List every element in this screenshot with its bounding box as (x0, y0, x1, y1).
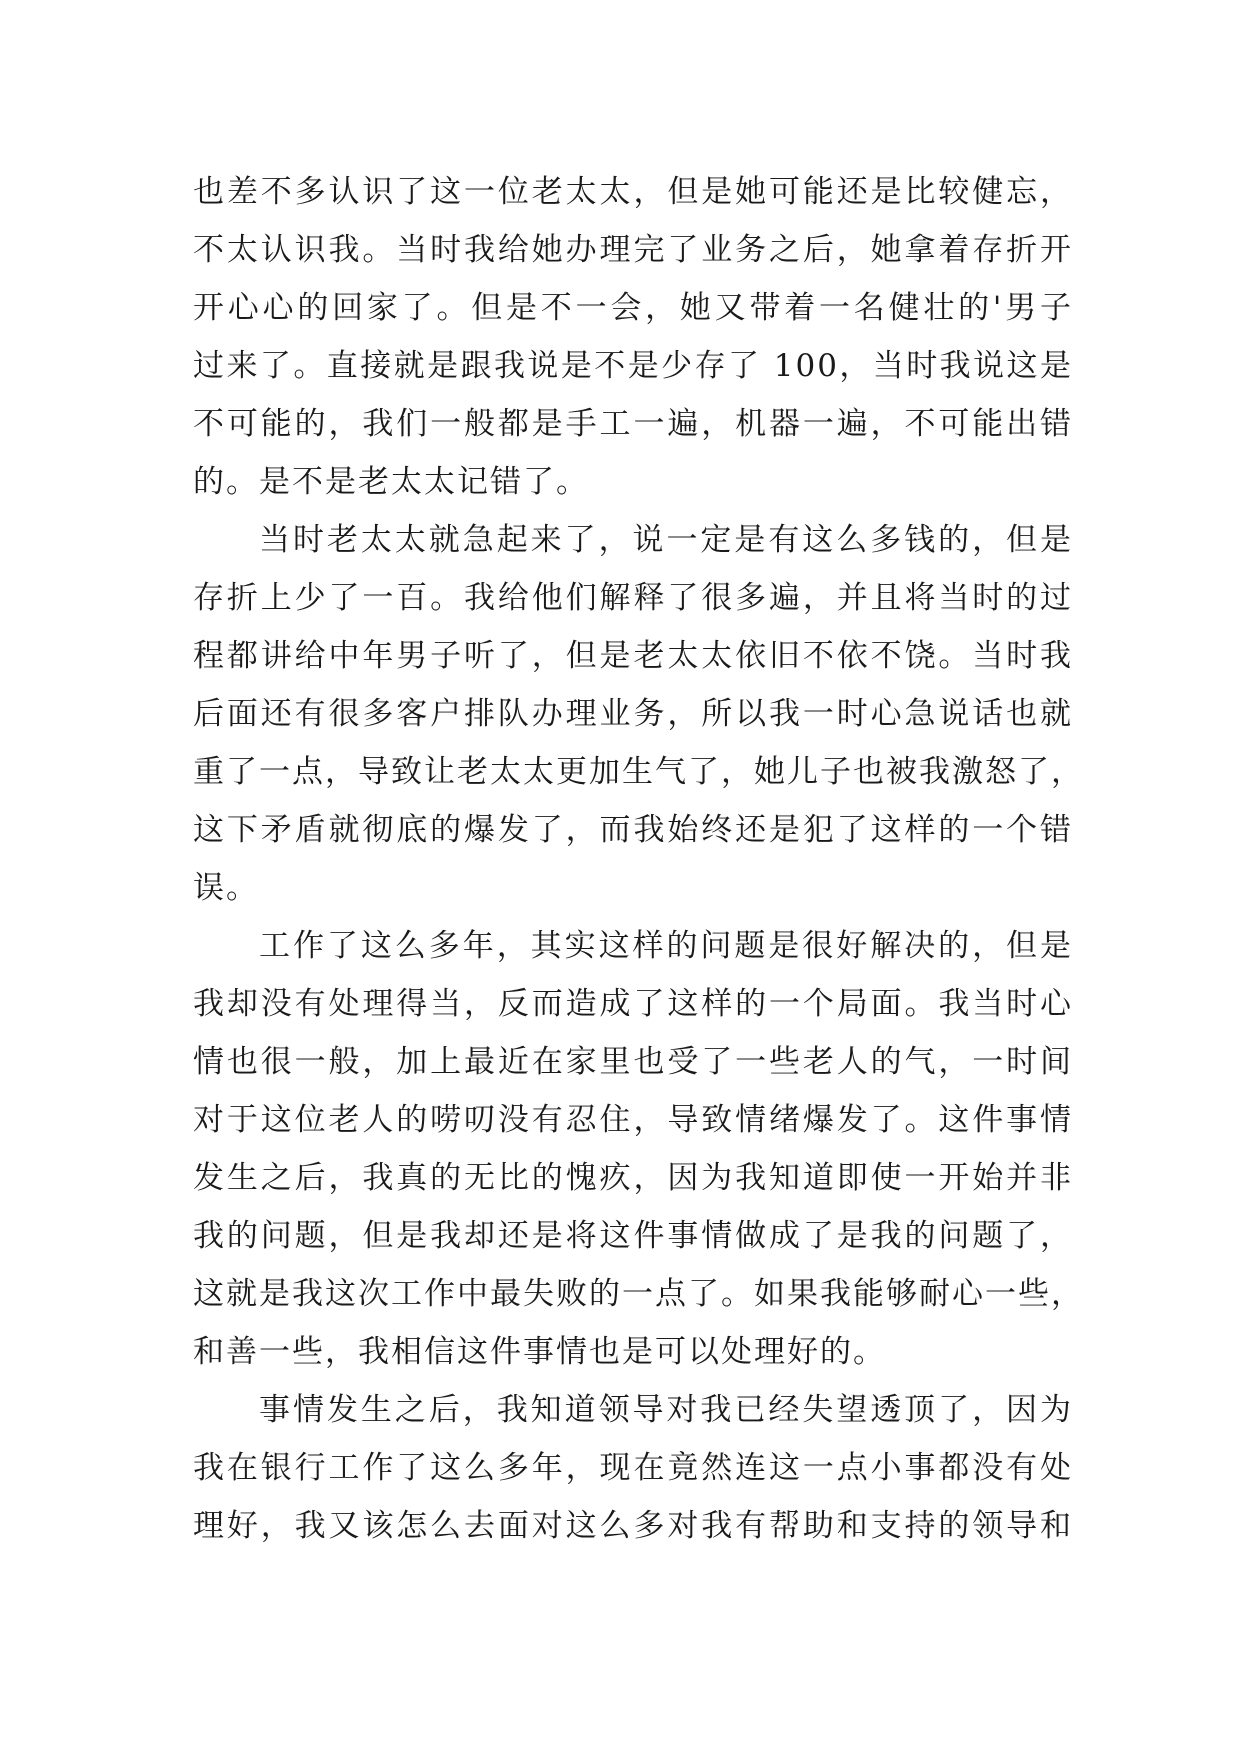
text-line: 这下矛盾就彻底的爆发了，而我始终还是犯了这样的一个错 (193, 812, 1073, 848)
text-line: 不可能的，我们一般都是手工一遍，机器一遍，不可能出错 (193, 406, 1073, 442)
text-line: 理好，我又该怎么去面对这么多对我有帮助和支持的领导和 (193, 1508, 1073, 1544)
text-line: 的。是不是老太太记错了。 (193, 464, 589, 500)
text-line: 我在银行工作了这么多年，现在竟然连这一点小事都没有处 (193, 1450, 1073, 1486)
text-line: 过来了。直接就是跟我说是不是少存了 100，当时我说这是 (193, 348, 1073, 384)
text-line: 对于这位老人的唠叨没有忍住，导致情绪爆发了。这件事情 (193, 1102, 1073, 1138)
text-line: 发生之后，我真的无比的愧疚，因为我知道即使一开始并非 (193, 1160, 1073, 1196)
paragraph-first-line: 当时老太太就急起来了，说一定是有这么多钱的，但是 (259, 522, 1073, 558)
text-line: 重了一点，导致让老太太更加生气了，她儿子也被我激怒了， (193, 754, 1084, 790)
text-line: 我的问题，但是我却还是将这件事情做成了是我的问题了， (193, 1218, 1073, 1254)
text-line: 不太认识我。当时我给她办理完了业务之后，她拿着存折开 (193, 232, 1073, 268)
body-text (193, 163, 1084, 1555)
text-line: 我却没有处理得当，反而造成了这样的一个局面。我当时心 (193, 986, 1073, 1022)
text-line: 后面还有很多客户排队办理业务，所以我一时心急说话也就 (193, 696, 1073, 732)
text-line: 误。 (193, 870, 259, 906)
text-line: 开心心的回家了。但是不一会，她又带着一名健壮的'男子 (193, 290, 1073, 326)
text-line: 这就是我这次工作中最失败的一点了。如果我能够耐心一些， (193, 1276, 1084, 1312)
text-line: 程都讲给中年男子听了，但是老太太依旧不依不饶。当时我 (193, 638, 1073, 674)
text-line: 也差不多认识了这一位老太太，但是她可能还是比较健忘， (193, 174, 1073, 210)
text-line: 和善一些，我相信这件事情也是可以处理好的。 (193, 1334, 886, 1370)
text-line: 存折上少了一百。我给他们解释了很多遍，并且将当时的过 (193, 580, 1073, 616)
paragraph-first-line: 事情发生之后，我知道领导对我已经失望透顶了，因为 (259, 1392, 1073, 1428)
paragraph-first-line: 工作了这么多年，其实这样的问题是很好解决的，但是 (259, 928, 1073, 964)
text-line: 情也很一般，加上最近在家里也受了一些老人的气，一时间 (193, 1044, 1073, 1080)
